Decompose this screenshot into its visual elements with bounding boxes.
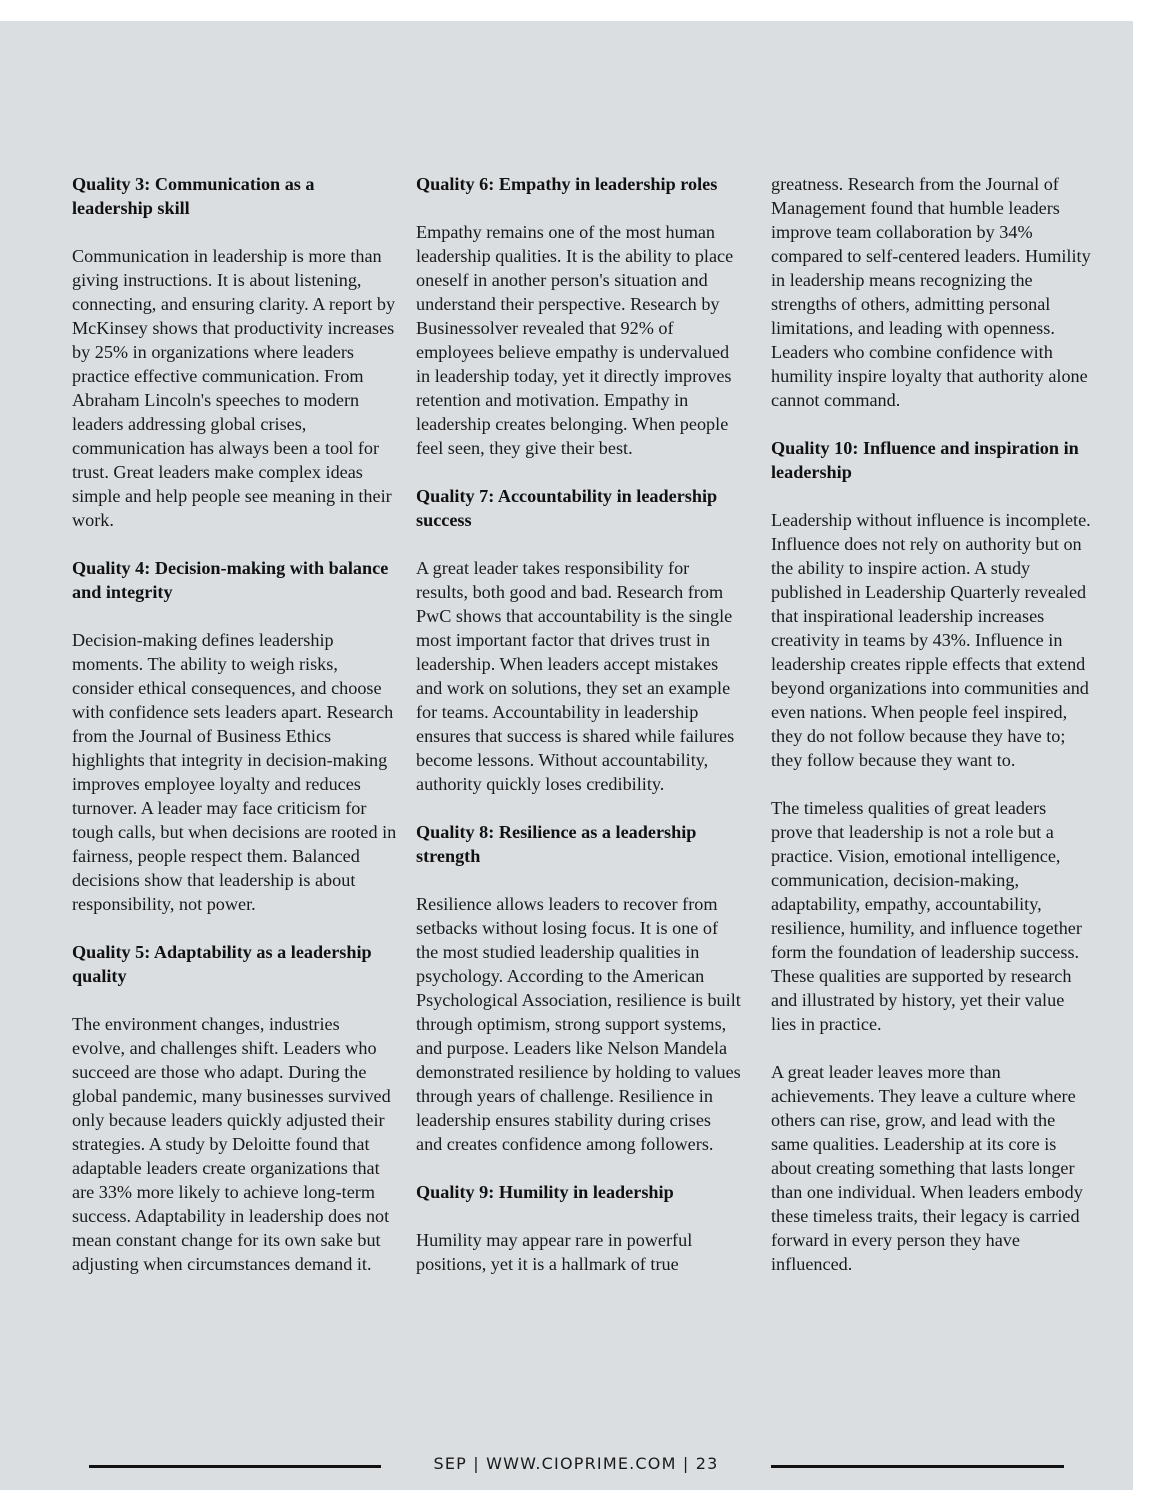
footer-divider-right	[771, 1465, 1064, 1468]
paragraph-resilience: Resilience allows leaders to recover from setbacks without losing focus. It is one of the most studied leadership qualities in psychology. According to the American Psychological Association, resilience is built through optimism, strong support systems, and purpose. Leaders like Nelson Mandela demonstrated resilience by holding to values through years of challenge. Resilience in leadership ensures stability during crises and creates confidence among followers.	[416, 894, 741, 1154]
section-heading-quality-9: Quality 9: Humility in leadership	[416, 1182, 674, 1202]
paragraph-accountability: A great leader takes responsibility for results, both good and bad. Research from PwC shows that accountability is the single most important factor that drives trust in leadership. When leaders accept mistakes and work on solutions, they set an example for teams. Accountability in leadership ensures that success is shared while failures become lessons. Without accountability, authority quickly loses credibility.	[416, 558, 735, 794]
column-2	[416, 172, 741, 1300]
section-heading-quality-10: Quality 10: Influence and inspiration in leadership	[771, 438, 1079, 482]
paragraph-conclusion-2: A great leader leaves more than achievements. They leave a culture where others can rise, grow, and lead with the same qualities. Leadership at its core is about creating something that lasts longer than one individual. When leaders embody these timeless traits, their legacy is carried forward in every person they have influenced.	[771, 1062, 1083, 1274]
column-3	[771, 172, 1091, 1300]
paragraph-empathy: Empathy remains one of the most human leadership qualities. It is the ability to place oneself in another person's situation and understand their perspective. Research by Businessolver revealed that 92% of employees believe empathy is undervalued in leadership today, yet it directly improves retention and motivation. Empathy in leadership creates belonging. When people feel seen, they give their best.	[416, 222, 734, 458]
footer-divider-left	[89, 1465, 381, 1468]
column-1	[72, 172, 397, 1300]
section-heading-quality-3: Quality 3: Communication as a leadership skill	[72, 174, 315, 218]
paragraph-decision-making: Decision-making defines leadership moments. The ability to weigh risks, consider ethical consequences, and choose with confidence sets leaders apart. Research from the Journal of Business Ethics highlights that integrity in decision-making improves employee loyalty and reduces turnover. A leader may face criticism for tough calls, but when decisions are rooted in fairness, people respect them. Balanced decisions show that leadership is about responsibility, not power.	[72, 630, 397, 914]
section-heading-quality-4: Quality 4: Decision-making with balance and integrity	[72, 558, 389, 602]
paragraph-adaptability: The environment changes, industries evolve, and challenges shift. Leaders who succeed are those who adapt. During the global pandemic, many businesses survived only because leaders quickly adjusted their strategies. A study by Deloitte found that adaptable leaders create organizations that are 33% more likely to achieve long-term success. Adaptability in leadership does not mean constant change for its own sake but adjusting when circumstances demand it.	[72, 1014, 391, 1274]
magazine-page	[0, 21, 1133, 1490]
footer-text: SEP | WWW.CIOPRIME.COM | 23	[433, 1454, 719, 1473]
section-heading-quality-7: Quality 7: Accountability in leadership success	[416, 486, 718, 530]
page-footer	[0, 1445, 1133, 1485]
paragraph-influence: Leadership without influence is incomplete. Influence does not rely on authority but on the ability to inspire action. A study published in Leadership Quarterly revealed that inspirational leadership increases creativity in teams by 43%. Influence in leadership creates ripple effects that extend beyond organizations into communities and even nations. When people feel inspired, they do not follow because they have to; they follow because they want to.	[771, 510, 1091, 770]
section-heading-quality-5: Quality 5: Adaptability as a leadership quality	[72, 942, 372, 986]
paragraph-conclusion-1: The timeless qualities of great leaders prove that leadership is not a role but a practice. Vision, emotional intelligence, communication, decision-making, adaptability, empathy, accountability, resilience, humility, and influence together form the foundation of leadership success. These qualities are supported by research and illustrated by history, yet their value lies in practice.	[771, 798, 1082, 1034]
paragraph-humility-continued: greatness. Research from the Journal of Management found that humble leaders improve team collaboration by 34% compared to self-centered leaders. Humility in leadership means recognizing the strengths of others, admitting personal limitations, and leading with openness. Leaders who combine confidence with humility inspire loyalty that authority alone cannot command.	[771, 174, 1091, 410]
section-heading-quality-6: Quality 6: Empathy in leadership roles	[416, 174, 718, 194]
section-heading-quality-8: Quality 8: Resilience as a leadership strength	[416, 822, 697, 866]
paragraph-humility-start: Humility may appear rare in powerful positions, yet it is a hallmark of true	[416, 1230, 693, 1274]
paragraph-communication: Communication in leadership is more than giving instructions. It is about listening, connecting, and ensuring clarity. A report by McKinsey shows that productivity increases by 25% in organizations where leaders practice effective communication. From Abraham Lincoln's speeches to modern leaders addressing global crises, communication has always been a tool for trust. Great leaders make complex ideas simple and help people see meaning in their work.	[72, 246, 396, 530]
